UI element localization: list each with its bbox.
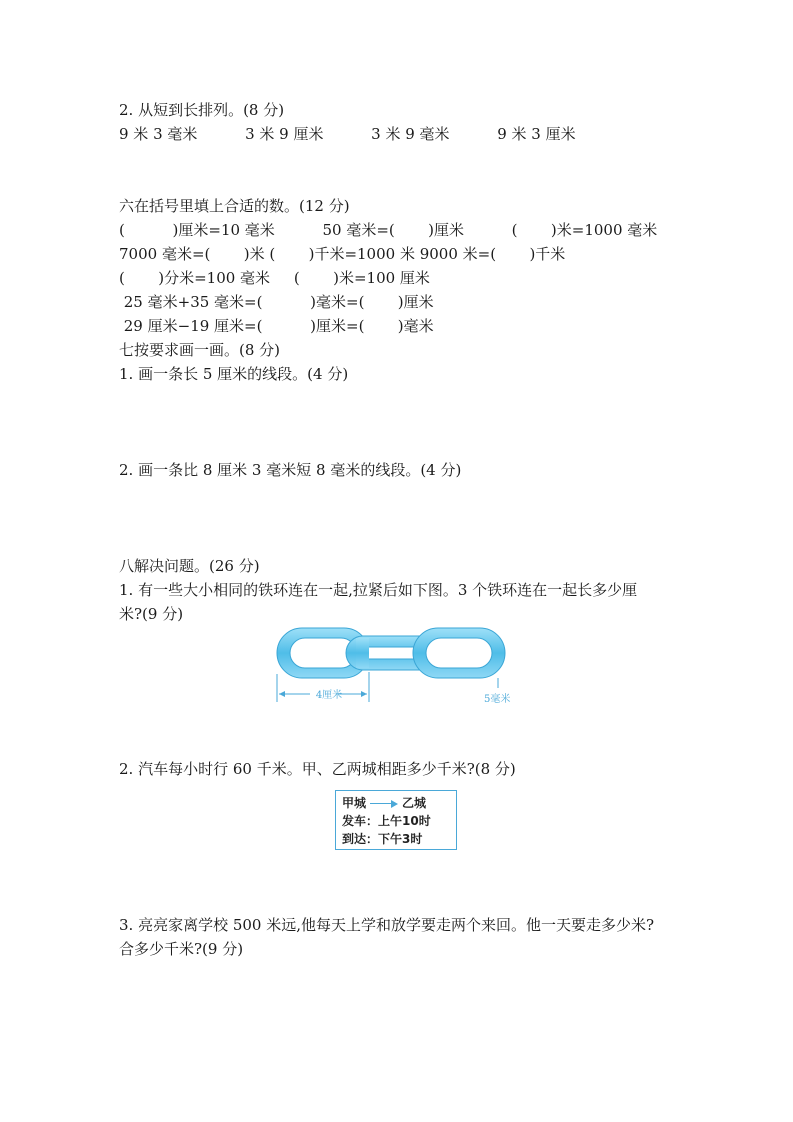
trip-info-box bbox=[335, 790, 457, 850]
section7-title: 七按要求画一画。(8 分) bbox=[119, 341, 281, 359]
section6-title: 六在括号里填上合适的数。(12 分) bbox=[119, 197, 350, 215]
section8-q3-line1: 3. 亮亮家离学校 500 米远,他每天上学和放学要走两个来回。他一天要走多少米? bbox=[119, 916, 655, 934]
chain-figure bbox=[270, 622, 520, 708]
section6-line3: ( )分米=100 毫米 ( )米=100 厘米 bbox=[119, 269, 430, 287]
section7-q1: 1. 画一条长 5 厘米的线段。(4 分) bbox=[119, 365, 349, 383]
chain-length-label: 4厘米 bbox=[315, 690, 343, 701]
trip-route bbox=[342, 794, 456, 812]
section8-q1-line2: 米?(9 分) bbox=[119, 605, 184, 623]
chain-ring-right bbox=[413, 628, 505, 678]
section8-title: 八解决问题。(26 分) bbox=[119, 557, 260, 575]
section8-q1-line1: 1. 有一些大小相同的铁环连在一起,拉紧后如下图。3 个铁环连在一起长多少厘 bbox=[119, 581, 638, 599]
section6-line2: 7000 毫米=( )米 ( )千米=1000 米 9000 米=( )千米 bbox=[119, 245, 566, 263]
q2-items: 9 米 3 毫米 3 米 9 厘米 3 米 9 毫米 9 米 3 厘米 bbox=[119, 125, 576, 143]
arrow-right-icon bbox=[370, 799, 398, 809]
q2-title: 2. 从短到长排列。(8 分) bbox=[119, 101, 285, 119]
trip-to: 乙城 bbox=[402, 796, 427, 810]
trip-from: 甲城 bbox=[342, 796, 367, 810]
chain-thickness-label: 5毫米 bbox=[484, 694, 511, 705]
trip-depart: 发车：上午10时 bbox=[342, 814, 431, 828]
section8-q2: 2. 汽车每小时行 60 千米。甲、乙两城相距多少千米?(8 分) bbox=[119, 760, 516, 778]
section8-q3-line2: 合多少千米?(9 分) bbox=[119, 940, 244, 958]
section6-line4: 25 毫米+35 毫米=( )毫米=( )厘米 bbox=[119, 293, 434, 311]
trip-arrive: 到达：下午3时 bbox=[342, 832, 423, 846]
section6-line1: ( )厘米=10 毫米 50 毫米=( )厘米 ( )米=1000 毫米 bbox=[119, 221, 658, 239]
section7-q2: 2. 画一条比 8 厘米 3 毫米短 8 毫米的线段。(4 分) bbox=[119, 461, 462, 479]
section6-line5: 29 厘米−19 厘米=( )厘米=( )毫米 bbox=[119, 317, 434, 335]
